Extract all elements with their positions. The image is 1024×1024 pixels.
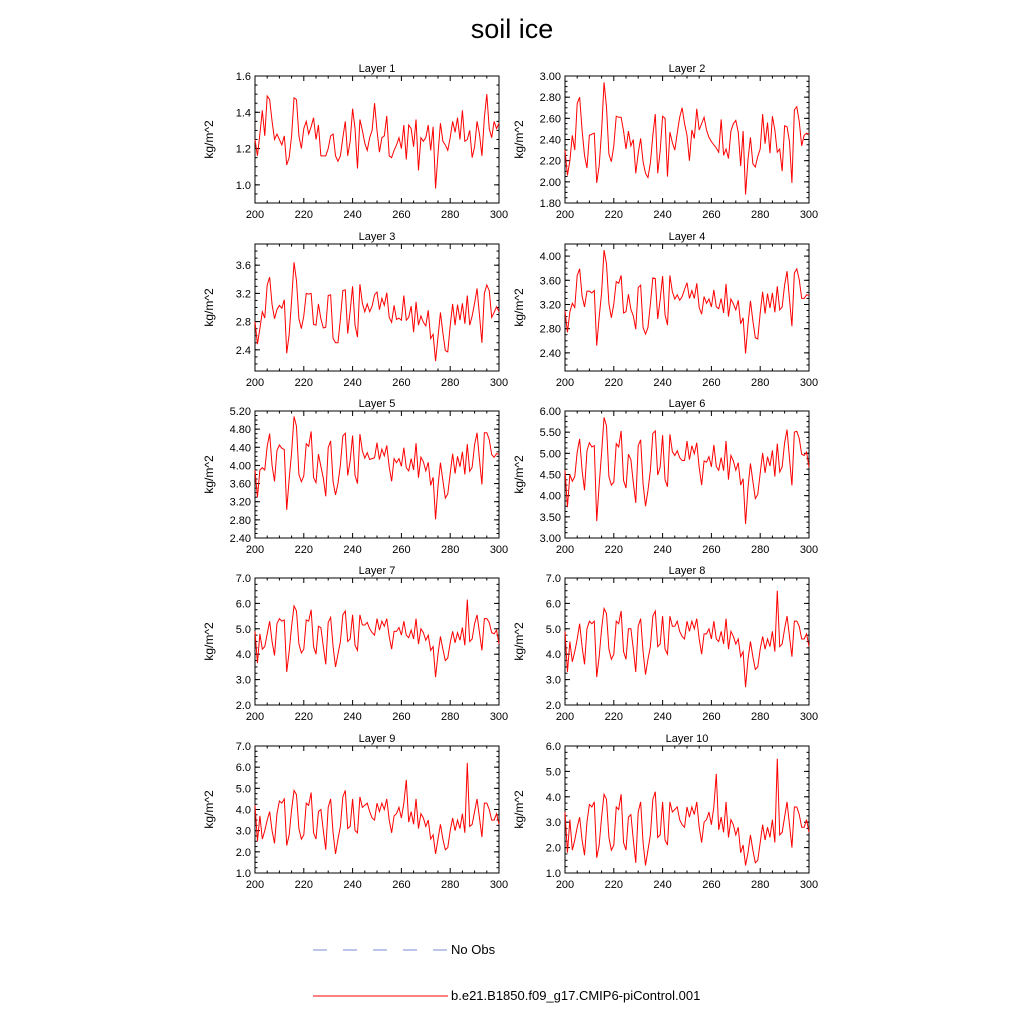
x-tick-label: 280: [441, 879, 460, 891]
panel-title: Layer 1: [358, 63, 396, 75]
y-tick-label: 1.4: [235, 107, 251, 120]
x-tick-label: 280: [751, 544, 770, 556]
y-tick-label: 3.20: [229, 496, 251, 509]
x-tick-label: 300: [489, 544, 509, 556]
panel-title: Layer 4: [668, 231, 706, 243]
y-tick-label: 3.0: [235, 674, 251, 687]
page-title: soil ice: [470, 14, 554, 44]
y-tick-label: 3.20: [539, 299, 561, 312]
x-tick-label: 240: [653, 377, 672, 389]
y-tick-label: 2.40: [539, 347, 561, 360]
chart-panel-6: [512, 398, 818, 556]
y-tick-label: 5.0: [545, 766, 561, 779]
y-tick-label: 4.0: [235, 649, 251, 662]
y-tick-label: 3.0: [545, 674, 561, 687]
chart-panel-1: [202, 63, 508, 221]
y-tick-label: 2.60: [539, 113, 561, 126]
x-tick-label: 280: [441, 544, 460, 556]
x-tick-label: 260: [702, 879, 721, 891]
y-tick-label: 4.0: [545, 791, 561, 804]
series-line: [255, 94, 499, 188]
x-tick-label: 260: [392, 711, 411, 723]
x-tick-label: 300: [489, 209, 509, 221]
x-tick-label: 300: [489, 879, 509, 891]
y-axis-label: kg/m^2: [202, 455, 216, 494]
y-tick-label: 4.80: [229, 424, 251, 437]
x-tick-label: 200: [245, 544, 265, 556]
y-tick-label: 2.0: [235, 700, 251, 712]
y-tick-label: 5.0: [545, 623, 561, 636]
y-axis-label: kg/m^2: [202, 622, 216, 661]
y-tick-label: 3.00: [539, 71, 561, 83]
y-tick-label: 2.0: [235, 846, 251, 859]
x-tick-label: 220: [294, 209, 313, 221]
y-tick-label: 3.0: [545, 817, 561, 830]
x-tick-label: 220: [604, 711, 623, 723]
series-line: [255, 262, 499, 361]
y-tick-label: 4.0: [235, 804, 251, 817]
plot-frame: [255, 578, 499, 705]
x-tick-label: 300: [799, 711, 819, 723]
x-tick-label: 300: [799, 209, 819, 221]
x-tick-label: 240: [343, 209, 362, 221]
x-tick-label: 220: [294, 544, 313, 556]
panel-title: Layer 10: [665, 733, 709, 745]
y-tick-label: 1.80: [539, 198, 561, 210]
chart-panel-8: [512, 565, 818, 723]
y-tick-label: 2.40: [229, 533, 251, 545]
y-tick-label: 5.00: [539, 448, 561, 461]
chart-panel-10: [512, 733, 818, 891]
series-line: [565, 82, 809, 194]
y-tick-label: 6.0: [545, 598, 561, 611]
x-tick-label: 200: [555, 209, 575, 221]
series-line: [255, 600, 499, 677]
x-tick-label: 200: [245, 711, 265, 723]
x-tick-label: 200: [555, 879, 575, 891]
x-tick-label: 200: [245, 879, 265, 891]
y-tick-label: 2.00: [539, 176, 561, 189]
y-tick-label: 3.60: [539, 275, 561, 288]
y-tick-label: 7.0: [545, 573, 561, 585]
series-line: [565, 417, 809, 524]
y-tick-label: 7.0: [235, 573, 251, 585]
y-tick-label: 2.80: [229, 514, 251, 527]
y-tick-label: 1.0: [235, 179, 251, 192]
x-tick-label: 240: [343, 879, 362, 891]
y-axis-label: kg/m^2: [512, 455, 526, 494]
x-tick-label: 200: [245, 377, 265, 389]
panel-title: Layer 2: [668, 63, 706, 75]
y-tick-label: 5.0: [235, 783, 251, 796]
x-tick-label: 240: [653, 879, 672, 891]
x-tick-label: 260: [702, 209, 721, 221]
x-tick-label: 220: [294, 377, 313, 389]
y-tick-label: 2.0: [545, 700, 561, 712]
y-tick-label: 5.0: [235, 623, 251, 636]
panel-title: Layer 6: [668, 398, 706, 410]
y-tick-label: 3.0: [235, 825, 251, 838]
y-tick-label: 5.50: [539, 427, 561, 440]
x-tick-label: 200: [555, 711, 575, 723]
x-tick-label: 220: [604, 544, 623, 556]
x-tick-label: 220: [604, 209, 623, 221]
series-line: [255, 416, 499, 519]
y-tick-label: 4.40: [229, 442, 251, 455]
y-tick-label: 4.50: [539, 469, 561, 482]
y-tick-label: 4.00: [539, 251, 561, 264]
y-tick-label: 4.00: [229, 460, 251, 473]
x-tick-label: 240: [343, 711, 362, 723]
plot-frame: [255, 411, 499, 538]
x-tick-label: 300: [489, 377, 509, 389]
x-tick-label: 300: [799, 377, 819, 389]
series-line: [565, 250, 809, 353]
x-tick-label: 260: [392, 879, 411, 891]
y-tick-label: 2.80: [539, 323, 561, 336]
chart-panel-7: [202, 565, 508, 723]
x-tick-label: 280: [751, 879, 770, 891]
x-tick-label: 200: [555, 377, 575, 389]
x-tick-label: 280: [441, 377, 460, 389]
y-tick-label: 2.0: [545, 842, 561, 855]
x-tick-label: 280: [751, 209, 770, 221]
x-tick-label: 220: [294, 879, 313, 891]
series-line: [565, 591, 809, 688]
y-axis-label: kg/m^2: [202, 790, 216, 829]
y-tick-label: 2.40: [539, 134, 561, 147]
x-tick-label: 260: [702, 377, 721, 389]
x-tick-label: 240: [653, 209, 672, 221]
y-axis-label: kg/m^2: [512, 288, 526, 327]
plot-frame: [255, 244, 499, 371]
x-tick-label: 280: [441, 209, 460, 221]
plot-frame: [565, 411, 809, 538]
y-axis-label: kg/m^2: [512, 790, 526, 829]
y-tick-label: 6.0: [235, 762, 251, 775]
y-tick-label: 2.20: [539, 155, 561, 168]
x-tick-label: 200: [555, 544, 575, 556]
y-tick-label: 4.0: [545, 649, 561, 662]
y-tick-label: 6.00: [539, 406, 561, 418]
y-axis-label: kg/m^2: [512, 622, 526, 661]
y-axis-label: kg/m^2: [512, 120, 526, 159]
y-tick-label: 2.8: [235, 316, 251, 329]
x-tick-label: 260: [392, 544, 411, 556]
y-tick-label: 6.0: [545, 741, 561, 753]
y-tick-label: 2.80: [539, 92, 561, 105]
x-tick-label: 300: [799, 544, 819, 556]
plot-frame: [565, 244, 809, 371]
panel-title: Layer 5: [358, 398, 396, 410]
y-tick-label: 3.2: [235, 288, 251, 301]
x-tick-label: 280: [441, 711, 460, 723]
x-tick-label: 220: [604, 377, 623, 389]
y-tick-label: 1.2: [235, 143, 251, 156]
y-tick-label: 6.0: [235, 598, 251, 611]
x-tick-label: 240: [343, 544, 362, 556]
x-tick-label: 240: [653, 544, 672, 556]
x-tick-label: 240: [653, 711, 672, 723]
x-tick-label: 220: [294, 711, 313, 723]
x-tick-label: 220: [604, 879, 623, 891]
chart-panel-3: [202, 231, 508, 389]
y-tick-label: 7.0: [235, 741, 251, 753]
x-tick-label: 280: [751, 377, 770, 389]
panel-title: Layer 3: [358, 231, 396, 243]
x-tick-label: 260: [702, 711, 721, 723]
x-tick-label: 200: [245, 209, 265, 221]
y-tick-label: 3.00: [539, 533, 561, 545]
panel-title: Layer 8: [668, 565, 706, 577]
y-tick-label: 3.60: [229, 478, 251, 491]
y-tick-label: 1.0: [235, 868, 251, 880]
series-line: [565, 759, 809, 866]
plot-frame: [565, 578, 809, 705]
y-tick-label: 1.0: [545, 868, 561, 880]
x-tick-label: 300: [489, 711, 509, 723]
y-tick-label: 4.00: [539, 490, 561, 503]
x-tick-label: 240: [343, 377, 362, 389]
y-axis-label: kg/m^2: [202, 288, 216, 327]
panel-title: Layer 9: [358, 733, 396, 745]
series-line: [255, 763, 499, 854]
y-tick-label: 3.50: [539, 511, 561, 524]
y-axis-label: kg/m^2: [202, 120, 216, 159]
x-tick-label: 280: [751, 711, 770, 723]
y-tick-label: 1.6: [235, 71, 251, 83]
chart-panel-5: [202, 398, 508, 556]
x-tick-label: 260: [392, 377, 411, 389]
panel-title: Layer 7: [358, 565, 396, 577]
x-tick-label: 260: [702, 544, 721, 556]
y-tick-label: 2.4: [235, 344, 251, 357]
y-tick-label: 3.6: [235, 260, 251, 273]
legend-label-model: b.e21.B1850.f09_g17.CMIP6-piControl.001: [451, 988, 701, 1003]
chart-panel-4: [512, 231, 818, 389]
legend-label-no-obs: No Obs: [451, 942, 496, 957]
y-tick-label: 5.20: [229, 406, 251, 418]
x-tick-label: 260: [392, 209, 411, 221]
x-tick-label: 300: [799, 879, 819, 891]
chart-panel-2: [512, 63, 818, 221]
chart-panel-9: [202, 733, 508, 891]
